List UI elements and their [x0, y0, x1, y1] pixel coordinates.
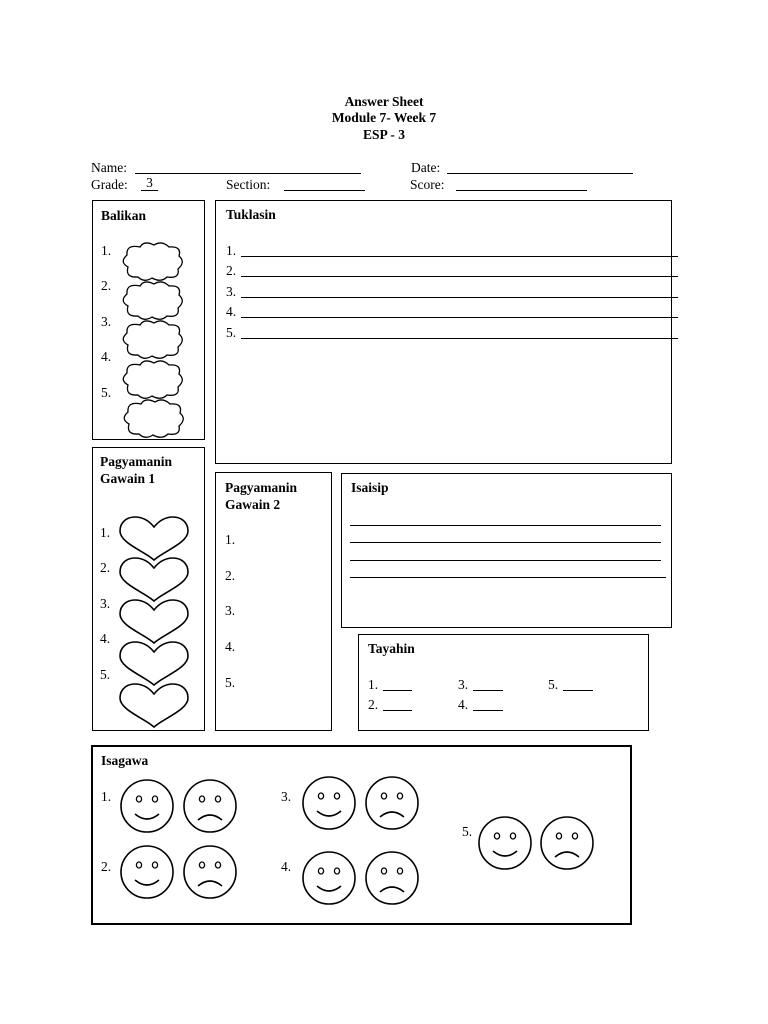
grade-label: Grade:: [91, 177, 128, 192]
sad-face-icon[interactable]: [184, 846, 236, 898]
isagawa-number: 3.: [281, 789, 292, 804]
date-label: Date:: [411, 160, 441, 175]
isagawa-number: 5.: [462, 824, 473, 839]
tayahin-number: 1.: [368, 677, 379, 692]
isagawa-title: Isagawa: [101, 753, 149, 768]
sad-face-icon[interactable]: [184, 780, 236, 832]
pagyamanin2-number: 3.: [225, 603, 236, 618]
happy-face-icon[interactable]: [479, 817, 531, 869]
happy-face-icon[interactable]: [121, 780, 173, 832]
module-label: Module 7- Week 7: [331, 110, 437, 125]
score-label: Score:: [410, 177, 445, 192]
pagyamanin2-title-line2: Gawain 2: [225, 497, 281, 512]
pagyamanin1-title-line1: Pagyamanin: [100, 454, 173, 469]
tayahin-number: 5.: [548, 677, 559, 692]
sad-face-icon[interactable]: [366, 777, 418, 829]
name-label: Name:: [91, 160, 127, 175]
isagawa-number: 4.: [281, 859, 292, 874]
pagyamanin1-number: 3.: [100, 596, 111, 611]
tuklasin-number: 2.: [226, 263, 237, 278]
tuklasin-number: 3.: [226, 284, 237, 299]
section-label: Section:: [226, 177, 271, 192]
balikan-title: Balikan: [101, 208, 147, 223]
happy-face-icon[interactable]: [121, 846, 173, 898]
grade-field[interactable]: 3: [141, 176, 158, 191]
pagyamanin2-number: 2.: [225, 568, 236, 583]
tayahin-number: 3.: [458, 677, 469, 692]
pagyamanin1-title-line2: Gawain 1: [100, 471, 156, 486]
happy-face-icon[interactable]: [303, 852, 355, 904]
pagyamanin2-number: 1.: [225, 532, 236, 547]
pagyamanin1-number: 5.: [100, 667, 111, 682]
happy-face-icon[interactable]: [303, 777, 355, 829]
balikan-number: 2.: [101, 278, 112, 293]
balikan-number: 1.: [101, 243, 112, 258]
tuklasin-number: 5.: [226, 325, 237, 340]
tayahin-number: 2.: [368, 697, 379, 712]
pagyamanin1-number: 2.: [100, 560, 111, 575]
sad-face-icon[interactable]: [541, 817, 593, 869]
tayahin-number: 4.: [458, 697, 469, 712]
isagawa-number: 2.: [101, 859, 112, 874]
tuklasin-number: 1.: [226, 243, 237, 258]
balikan-number: 3.: [101, 314, 112, 329]
pagyamanin2-number: 5.: [225, 675, 236, 690]
isaisip-title: Isaisip: [351, 480, 389, 495]
sheet-title: Answer Sheet: [344, 94, 424, 109]
balikan-number: 5.: [101, 385, 112, 400]
tuklasin-number: 4.: [226, 304, 237, 319]
sad-face-icon[interactable]: [366, 852, 418, 904]
isagawa-number: 1.: [101, 789, 112, 804]
tuklasin-title: Tuklasin: [226, 207, 276, 222]
pagyamanin1-number: 4.: [100, 631, 111, 646]
subject-label: ESP - 3: [362, 127, 405, 142]
pagyamanin1-number: 1.: [100, 525, 111, 540]
tayahin-title: Tayahin: [368, 641, 415, 656]
balikan-number: 4.: [101, 349, 112, 364]
pagyamanin2-title-line1: Pagyamanin: [225, 480, 298, 495]
pagyamanin2-number: 4.: [225, 639, 236, 654]
